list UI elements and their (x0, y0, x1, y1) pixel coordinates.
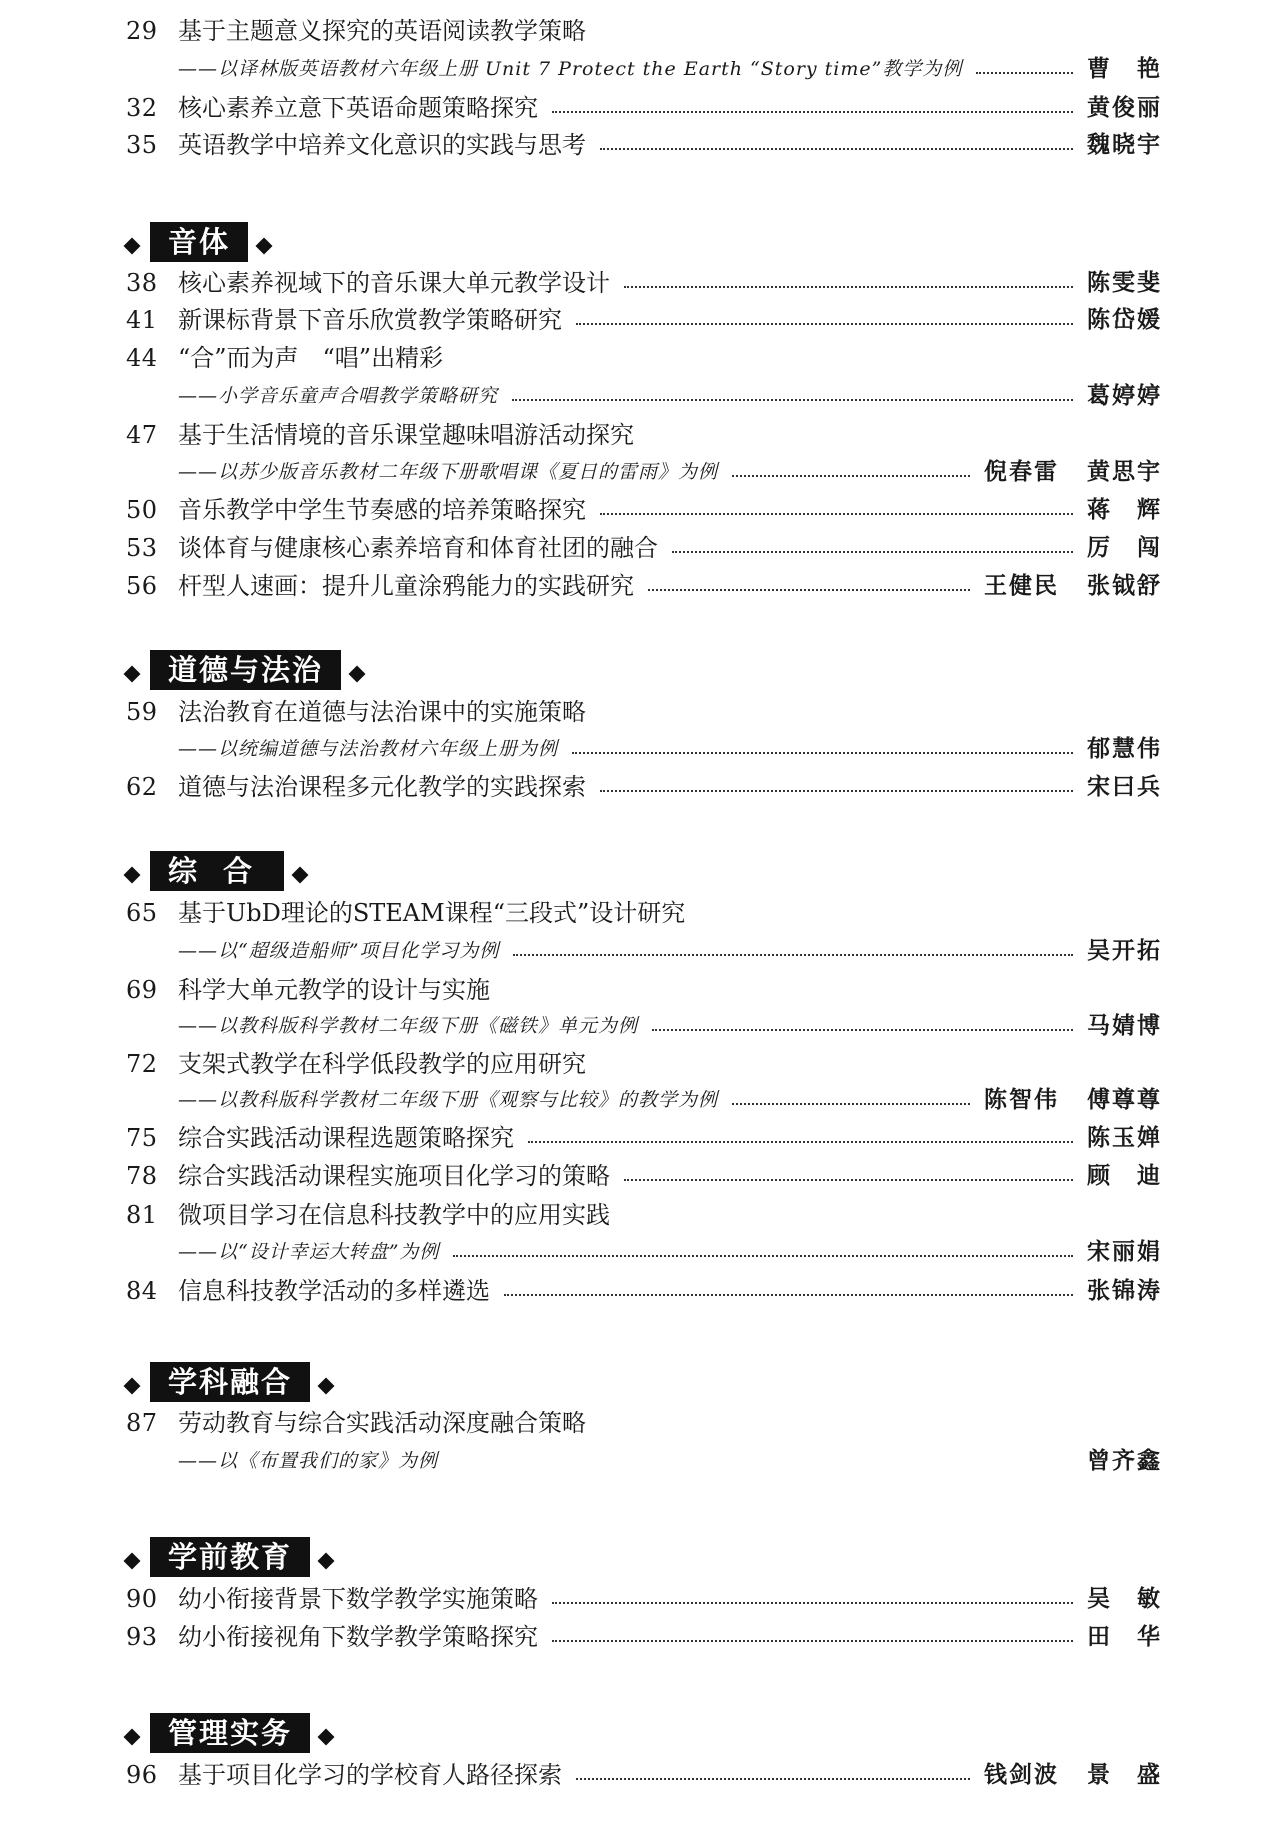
page-number: 87 (126, 1409, 158, 1437)
dot-leader (600, 513, 1073, 515)
article-subtitle: ——以“设计幸运大转盘”为例 (178, 1241, 440, 1263)
toc-entry[interactable] (126, 1049, 1162, 1079)
toc-subtitle (178, 1085, 1162, 1115)
toc-entry[interactable] (126, 1622, 1162, 1652)
dot-leader (732, 1103, 970, 1105)
article-subtitle: ——以教科版科学教材二年级下册《观察与比较》的教学为例 (178, 1089, 719, 1111)
section-header-comprehensive (126, 853, 306, 897)
author-name: 田 华 (1087, 1623, 1162, 1650)
page-number: 96 (126, 1761, 158, 1789)
article-title: 劳动教育与综合实践活动深度融合策略 (178, 1409, 586, 1437)
diamond-icon (124, 1378, 141, 1395)
dot-leader (512, 399, 1073, 401)
toc-entry[interactable] (126, 697, 1162, 727)
toc-entry[interactable] (126, 130, 1162, 160)
page-number: 65 (126, 899, 158, 927)
toc-entry[interactable] (126, 1584, 1162, 1614)
article-subtitle: ——以苏少版音乐教材二年级下册歌唱课《夏日的雷雨》为例 (178, 461, 719, 483)
article-title: 基于生活情境的音乐课堂趣味唱游活动探究 (178, 421, 634, 449)
article-title: 新课标背景下音乐欣赏教学策略研究 (178, 306, 562, 334)
author-name: 陈玉婵 (1087, 1124, 1162, 1151)
dot-leader (624, 1179, 1073, 1181)
section-title: 综合 (150, 851, 284, 891)
author-name: 郁慧伟 (1087, 735, 1162, 762)
toc-subtitle (178, 1446, 1162, 1476)
toc-entry[interactable] (126, 1161, 1162, 1191)
page-number: 59 (126, 698, 158, 726)
toc-entry[interactable] (126, 268, 1162, 298)
dot-leader (732, 475, 970, 477)
page-number: 72 (126, 1050, 158, 1078)
section-header-morality-law (126, 652, 363, 696)
page-number: 47 (126, 421, 158, 449)
section-title: 学前教育 (150, 1537, 310, 1577)
page-number: 50 (126, 496, 158, 524)
article-title: 科学大单元教学的设计与实施 (178, 976, 490, 1004)
dot-leader (552, 1602, 1073, 1604)
co-author-name: 钱剑波 (984, 1761, 1059, 1788)
author-name: 蒋 辉 (1087, 496, 1162, 523)
toc-entry[interactable] (126, 16, 1162, 46)
diamond-icon (318, 1729, 335, 1746)
page-number: 53 (126, 534, 158, 562)
dot-leader (672, 551, 1073, 553)
dot-leader (576, 1778, 970, 1780)
author-name: 曾齐鑫 (1087, 1447, 1162, 1474)
toc-subtitle (178, 1011, 1162, 1041)
author-name: 马婧博 (1087, 1012, 1162, 1039)
diamond-icon (124, 238, 141, 255)
article-title: 英语教学中培养文化意识的实践与思考 (178, 131, 586, 159)
dot-leader (513, 954, 1073, 956)
dot-leader (600, 790, 1073, 792)
section-title: 道德与法治 (150, 650, 341, 690)
article-title: 幼小衔接视角下数学教学策略探究 (178, 1623, 538, 1651)
diamond-icon (349, 666, 366, 683)
toc-entry[interactable] (126, 571, 1162, 601)
toc-entry[interactable] (126, 305, 1162, 335)
author-name: 傅尊尊 (1087, 1086, 1162, 1113)
article-title: 核心素养视域下的音乐课大单元教学设计 (178, 269, 610, 297)
section-header-music-pe (126, 224, 270, 268)
toc-entry[interactable] (126, 1408, 1162, 1438)
dot-leader (976, 72, 1073, 74)
section-header-interdisciplinary (126, 1364, 332, 1408)
toc-subtitle (178, 457, 1162, 487)
dot-leader (576, 323, 1073, 325)
page-number: 44 (126, 344, 158, 372)
author-name: 黄思宇 (1087, 458, 1162, 485)
dot-leader (504, 1294, 1073, 1296)
diamond-icon (292, 867, 309, 884)
page-number: 62 (126, 773, 158, 801)
toc-entry[interactable] (126, 1276, 1162, 1306)
diamond-icon (318, 1378, 335, 1395)
article-title: “合”而为声 “唱”出精彩 (178, 344, 444, 372)
author-name: 陈雯斐 (1087, 269, 1162, 296)
article-title: 微项目学习在信息科技教学中的应用实践 (178, 1201, 610, 1229)
article-title: 基于项目化学习的学校育人路径探索 (178, 1761, 562, 1789)
toc-entry[interactable] (126, 898, 1162, 928)
article-subtitle: ——小学音乐童声合唱教学策略研究 (178, 385, 499, 407)
author-name: 宋丽娟 (1087, 1238, 1162, 1265)
article-title: 基于主题意义探究的英语阅读教学策略 (178, 17, 586, 45)
article-title: 法治教育在道德与法治课中的实施策略 (178, 698, 586, 726)
diamond-icon (124, 1729, 141, 1746)
page-number: 38 (126, 269, 158, 297)
diamond-icon (124, 666, 141, 683)
dot-leader (528, 1141, 1073, 1143)
toc-entry[interactable] (126, 495, 1162, 525)
article-title: 支架式教学在科学低段教学的应用研究 (178, 1050, 586, 1078)
section-title: 学科融合 (150, 1362, 310, 1402)
article-title: 综合实践活动课程选题策略探究 (178, 1124, 514, 1152)
co-author-name: 倪春雷 (984, 458, 1059, 485)
toc-entry[interactable] (126, 93, 1162, 123)
toc-subtitle (178, 734, 1162, 764)
page-number: 75 (126, 1124, 158, 1152)
diamond-icon (124, 1553, 141, 1570)
author-name: 葛婷婷 (1087, 382, 1162, 409)
dot-leader (652, 1029, 1073, 1031)
article-subtitle: ——以统编道德与法治教材六年级上册为例 (178, 738, 559, 760)
toc-entry[interactable] (126, 533, 1162, 563)
toc-entry[interactable] (126, 1200, 1162, 1230)
toc-subtitle (178, 54, 1162, 84)
toc-subtitle (178, 1237, 1162, 1267)
author-name: 黄俊丽 (1087, 94, 1162, 121)
article-title: 核心素养立意下英语命题策略探究 (178, 94, 538, 122)
page-number: 32 (126, 94, 158, 122)
page-number: 84 (126, 1277, 158, 1305)
toc-entry[interactable] (126, 1123, 1162, 1153)
section-title: 音体 (150, 222, 248, 262)
author-name: 吴开拓 (1087, 937, 1162, 964)
article-title: 综合实践活动课程实施项目化学习的策略 (178, 1162, 610, 1190)
page-number: 56 (126, 572, 158, 600)
article-title: 幼小衔接背景下数学教学实施策略 (178, 1585, 538, 1613)
dot-leader (552, 111, 1073, 113)
dot-leader (600, 148, 1073, 150)
article-subtitle: ——以《布置我们的家》为例 (178, 1450, 439, 1472)
dot-leader (572, 752, 1073, 754)
toc-entry[interactable] (126, 420, 1162, 450)
co-author-name: 王健民 (984, 572, 1059, 599)
diamond-icon (256, 238, 273, 255)
page-number: 81 (126, 1201, 158, 1229)
author-name: 张钺舒 (1087, 572, 1162, 599)
co-author-name: 陈智伟 (984, 1086, 1059, 1113)
article-subtitle: ——以教科版科学教材二年级下册《磁铁》单元为例 (178, 1015, 639, 1037)
toc-subtitle (178, 381, 1162, 411)
article-subtitle: ——以译林版英语教材六年级上册 Unit 7 Protect the Earth “Story time”教学为例 (178, 58, 963, 80)
dot-leader (453, 1255, 1073, 1257)
dot-leader (648, 589, 970, 591)
author-name: 厉 闯 (1087, 534, 1162, 561)
toc-entry[interactable] (126, 772, 1162, 802)
page-number: 29 (126, 17, 158, 45)
author-name: 吴 敏 (1087, 1585, 1162, 1612)
author-name: 景 盛 (1087, 1761, 1162, 1788)
section-header-preschool (126, 1539, 332, 1583)
article-title: 基于UbD理论的STEAM课程“三段式”设计研究 (178, 899, 686, 927)
dot-leader (624, 286, 1073, 288)
author-name: 魏晓宇 (1087, 131, 1162, 158)
author-name: 曹 艳 (1087, 55, 1162, 82)
toc-entry[interactable] (126, 343, 1162, 373)
page-number: 93 (126, 1623, 158, 1651)
page-number: 41 (126, 306, 158, 334)
page-number: 69 (126, 976, 158, 1004)
page-number: 78 (126, 1162, 158, 1190)
article-title: 谈体育与健康核心素养培育和体育社团的融合 (178, 534, 658, 562)
toc-entry[interactable] (126, 975, 1162, 1005)
author-name: 张锦涛 (1087, 1277, 1162, 1304)
article-title: 道德与法治课程多元化教学的实践探索 (178, 773, 586, 801)
page-number: 90 (126, 1585, 158, 1613)
article-title: 杆型人速画：提升儿童涂鸦能力的实践研究 (178, 572, 634, 600)
author-name: 顾 迪 (1087, 1162, 1162, 1189)
article-title: 信息科技教学活动的多样遴选 (178, 1277, 490, 1305)
article-subtitle: ——以“超级造船师”项目化学习为例 (178, 940, 500, 962)
diamond-icon (318, 1553, 335, 1570)
dot-leader (552, 1640, 1073, 1642)
author-name: 陈岱媛 (1087, 306, 1162, 333)
page-number: 35 (126, 131, 158, 159)
section-header-management (126, 1715, 332, 1759)
toc-subtitle (178, 936, 1162, 966)
diamond-icon (124, 867, 141, 884)
author-name: 宋曰兵 (1087, 773, 1162, 800)
section-title: 管理实务 (150, 1713, 310, 1753)
article-title: 音乐教学中学生节奏感的培养策略探究 (178, 496, 586, 524)
toc-entry[interactable] (126, 1760, 1162, 1790)
